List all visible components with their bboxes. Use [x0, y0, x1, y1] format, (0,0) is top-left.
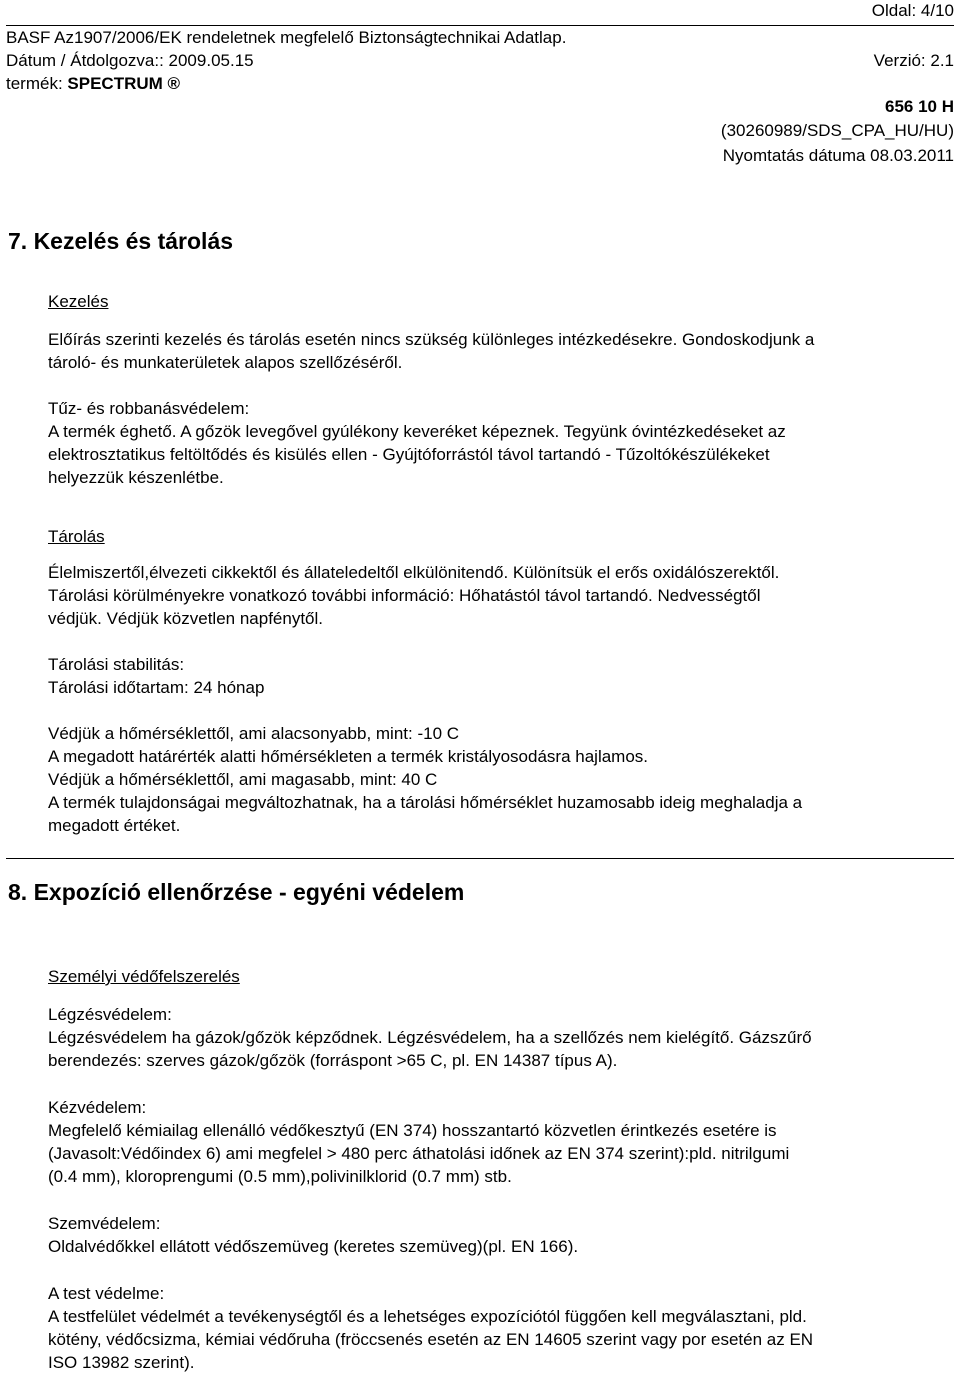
product-code: 656 10 H — [885, 97, 954, 116]
product-name: SPECTRUM ® — [67, 74, 181, 93]
print-date: Nyomtatás dátuma 08.03.2011 — [722, 146, 954, 165]
storage-stability — [48, 653, 952, 699]
section-divider — [6, 858, 954, 859]
body-protection: A test védelme: A testfelület védelmét a tevékenységtől és a lehetséges expozíciótól függően kell megválasztani, pld. kötény, védőcsizma, kémiai védőruha (fröccsenés esetén az EN 14605 szerint vagy por esetén az EN ISO 13982 szerint). — [48, 1282, 952, 1374]
fire-protection: Tűz- és robbanásvédelem: A termék éghető. A gőzök levegővel gyúlékony keveréket képeznek. Tegyünk óvintézkedéseket az elektrosztatikus feltöltődés és kisülés ellen - Gyújtóforrástól távol tartandó - Tűzoltókészülékeket helyezzük készenlétbe. — [48, 397, 952, 489]
header-rule — [6, 25, 954, 26]
respiratory-protection: Légzésvédelem: Légzésvédelem ha gázok/gőzök képződnek. Légzésvédelem, ha a szellőzés nem kielégítő. Gázszűrő berendezés: szerves gázok/gőzök (forráspont >65 C, pl. EN 14387 típus A). — [48, 1003, 952, 1072]
ppe-heading: Személyi védőfelszerelés — [48, 967, 240, 986]
page-number: Oldal: 4/10 — [871, 1, 954, 20]
eye-heading: Szemvédelem: — [48, 1214, 161, 1233]
header-product-row — [6, 73, 954, 95]
version-text: Verzió: 2.1 — [873, 51, 954, 70]
body-heading: A test védelme: — [48, 1284, 165, 1303]
revision-date: Dátum / Átdolgozva:: 2009.05.15 — [6, 51, 254, 70]
eye-protection: Szemvédelem: Oldalvédőkkel ellátott védőszemüveg (keretes szemüveg)(pl. EN 166). — [48, 1212, 952, 1258]
section-7-title: 7. Kezelés és tárolás — [8, 228, 234, 254]
resp-heading: Légzésvédelem: — [48, 1005, 172, 1024]
handling-text: Előírás szerinti kezelés és tárolás esetén nincs szükség különleges intézkedésekre. Gondoskodjunk a tároló- és munkaterületek alapos szellőzéséről. — [48, 330, 815, 372]
product-label: termék: — [6, 74, 68, 93]
storage-temperature: Védjük a hőmérséklettől, ami alacsonyabb, mint: -10 C A megadott határérték alatti hőmérsékleten a termék kristályosodásra hajlamos. Védjük a hőmérséklettől, ami magasabb, mint: 40 C A termék tulajdonságai megváltozhatnak, ha a tárolási hőmérséklet huzamosabb ideig meghaladja a megadott értéket. — [48, 724, 803, 835]
header-regulation-row — [6, 27, 954, 49]
document-id: (30260989/SDS_CPA_HU/HU) — [720, 121, 954, 140]
handling-heading: Kezelés — [48, 292, 109, 311]
regulation-text: BASF Az1907/2006/EK rendeletnek megfelelő Biztonságtechnikai Adatlap. — [6, 28, 567, 47]
fire-heading: Tűz- és robbanásvédelem: — [48, 399, 250, 418]
hand-protection: Kézvédelem: Megfelelő kémiailag ellenálló védőkesztyű (EN 374) hosszantartó közvetlen érintkezés esetére is (Javasolt:Védőindex 6) ami megfelel > 480 perc áthatolási időnek az EN 374 szerint):pld. nitrilgumi (0.4 mm), kloroprengumi (0.5 mm),polivinilklorid (0.7 mm) stb. — [48, 1096, 952, 1188]
stability-heading: Tárolási stabilitás: — [48, 655, 185, 674]
section-8-title: 8. Expozíció ellenőrzése - egyéni védelem — [8, 879, 465, 905]
stability-duration: Tárolási időtartam: 24 hónap — [48, 678, 265, 697]
header-date-row — [6, 50, 954, 72]
storage-text: Élelmiszertől,élvezeti cikkektől és állateledeltől elkülönitendő. Különítsük el erős oxidálószerektől. Tárolási körülményekre vonatkozó további információ: Hőhatástól távol tartandó. Nedvességtől védjük. Védjük közvetlen napfénytől. — [48, 563, 780, 628]
hand-heading: Kézvédelem: — [48, 1098, 147, 1117]
storage-heading: Tárolás — [48, 527, 105, 546]
